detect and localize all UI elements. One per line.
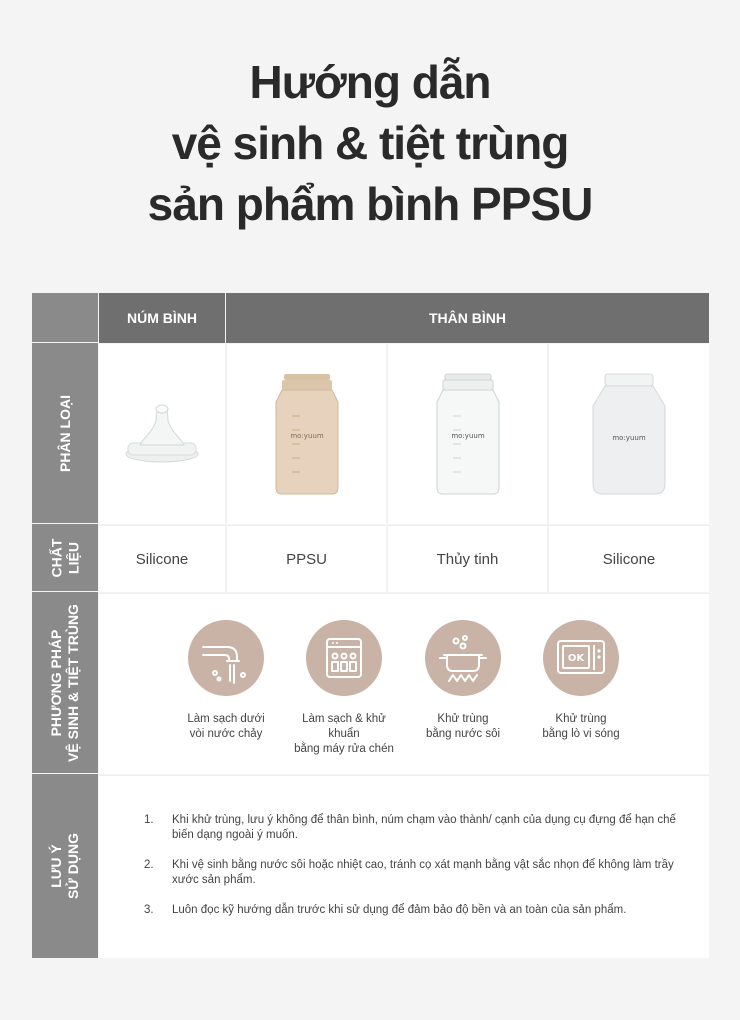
row-label-method-text — [48, 604, 82, 762]
row-label-material-text — [48, 538, 82, 577]
note-item — [144, 858, 684, 888]
silicone-brand: mo:yuum — [612, 434, 646, 442]
product-ppsu-bottle — [226, 344, 386, 524]
method-faucet-line-2: vòi nước chảy — [189, 728, 263, 740]
row-label-material-line-1: CHẤT — [47, 538, 64, 577]
header-nipple — [99, 293, 225, 343]
boiling-pot-icon — [425, 620, 501, 696]
method-microwave-line-2: bằng lò vi sóng — [542, 728, 620, 740]
microwave-ok-text: OK — [567, 653, 585, 664]
method-boiling-line-2: bằng nước sôi — [425, 728, 501, 740]
product-silicone-bottle — [548, 344, 709, 524]
method-boiling — [408, 620, 518, 742]
note-text: Khi vệ sinh bằng nước sôi hoặc nhiệt cao, tránh cọ xát mạnh bằng vật sắc nhọn để không làm trầy xước sản phẩm. — [172, 859, 674, 886]
nipple-image — [122, 399, 202, 469]
method-dishwasher-line-2: bằng máy rửa chén — [294, 743, 394, 755]
row-label-category-text: PHÂN LOẠI — [56, 394, 73, 472]
page-title — [0, 52, 740, 235]
row-label-material-line-2: LIỆU — [64, 541, 81, 574]
material-silicone-text: Silicone — [602, 550, 656, 568]
row-label-method-line-2: VỆ SINH & TIỆT TRÙNG — [65, 603, 81, 762]
note-number: 2. — [144, 859, 154, 871]
note-text: Khi khử trùng, lưu ý không để thân bình, núm chạm vào thành/ cạnh của dụng cụ đựng để hạn chế biến dạng ngoài ý muốn. — [172, 814, 676, 841]
note-item — [144, 903, 684, 918]
material-nipple-text: Silicone — [135, 550, 189, 568]
method-dishwasher-line-1: Làm sạch & khử khuẩn — [302, 713, 386, 740]
care-guide-table — [32, 293, 709, 958]
note-number: 1. — [144, 814, 154, 826]
glass-brand: mo:yuum — [450, 432, 485, 440]
product-glass-bottle — [387, 344, 547, 524]
method-microwave-label — [526, 712, 636, 742]
method-faucet-line-1: Làm sạch dưới — [187, 713, 265, 725]
method-faucet — [171, 620, 281, 742]
material-glass-text: Thủy tinh — [436, 550, 499, 568]
title-line-2: vệ sinh & tiệt trùng — [171, 117, 569, 169]
header-body-label: THÂN BÌNH — [429, 310, 506, 326]
method-faucet-label — [171, 712, 281, 742]
corner-cell — [32, 293, 98, 343]
method-boiling-line-1: Khử trùng — [437, 713, 489, 725]
method-boiling-label — [408, 712, 518, 742]
silicone-bottle-image — [589, 372, 669, 496]
row-label-material — [32, 524, 98, 592]
method-dishwasher-label — [289, 712, 399, 757]
glass-bottle-image — [433, 372, 503, 496]
title-line-3: sản phẩm bình PPSU — [147, 178, 593, 230]
ppsu-brand: mo:yuum — [289, 432, 324, 440]
row-label-method-line-1: PHƯƠNG PHÁP — [48, 629, 64, 736]
note-item — [144, 813, 684, 843]
ppsu-bottle-image — [272, 372, 342, 496]
row-label-category — [32, 343, 98, 524]
method-microwave — [526, 620, 636, 742]
row-label-notes-line-1: LƯU Ý — [48, 844, 64, 888]
note-text: Luôn đọc kỹ hướng dẫn trước khi sử dụng để đảm bảo độ bền và an toàn của sản phẩm. — [172, 904, 627, 916]
method-dishwasher — [289, 620, 399, 757]
material-ppsu — [226, 525, 386, 592]
dishwasher-icon — [306, 620, 382, 696]
notes-list — [144, 813, 684, 933]
header-body — [226, 293, 709, 343]
faucet-icon — [188, 620, 264, 696]
material-silicone — [548, 525, 709, 592]
material-ppsu-text: PPSU — [286, 550, 327, 568]
material-glass — [387, 525, 547, 592]
microwave-icon — [543, 620, 619, 696]
row-label-method — [32, 592, 98, 774]
product-nipple — [99, 344, 225, 524]
method-microwave-line-1: Khử trùng — [555, 713, 607, 725]
header-nipple-label: NÚM BÌNH — [127, 310, 197, 326]
row-label-notes — [32, 774, 98, 958]
note-number: 3. — [144, 904, 154, 916]
material-nipple — [99, 525, 225, 592]
row-label-notes-text — [48, 833, 82, 899]
row-label-notes-line-2: SỬ DỤNG — [65, 832, 81, 900]
title-line-1: Hướng dẫn — [249, 56, 491, 108]
